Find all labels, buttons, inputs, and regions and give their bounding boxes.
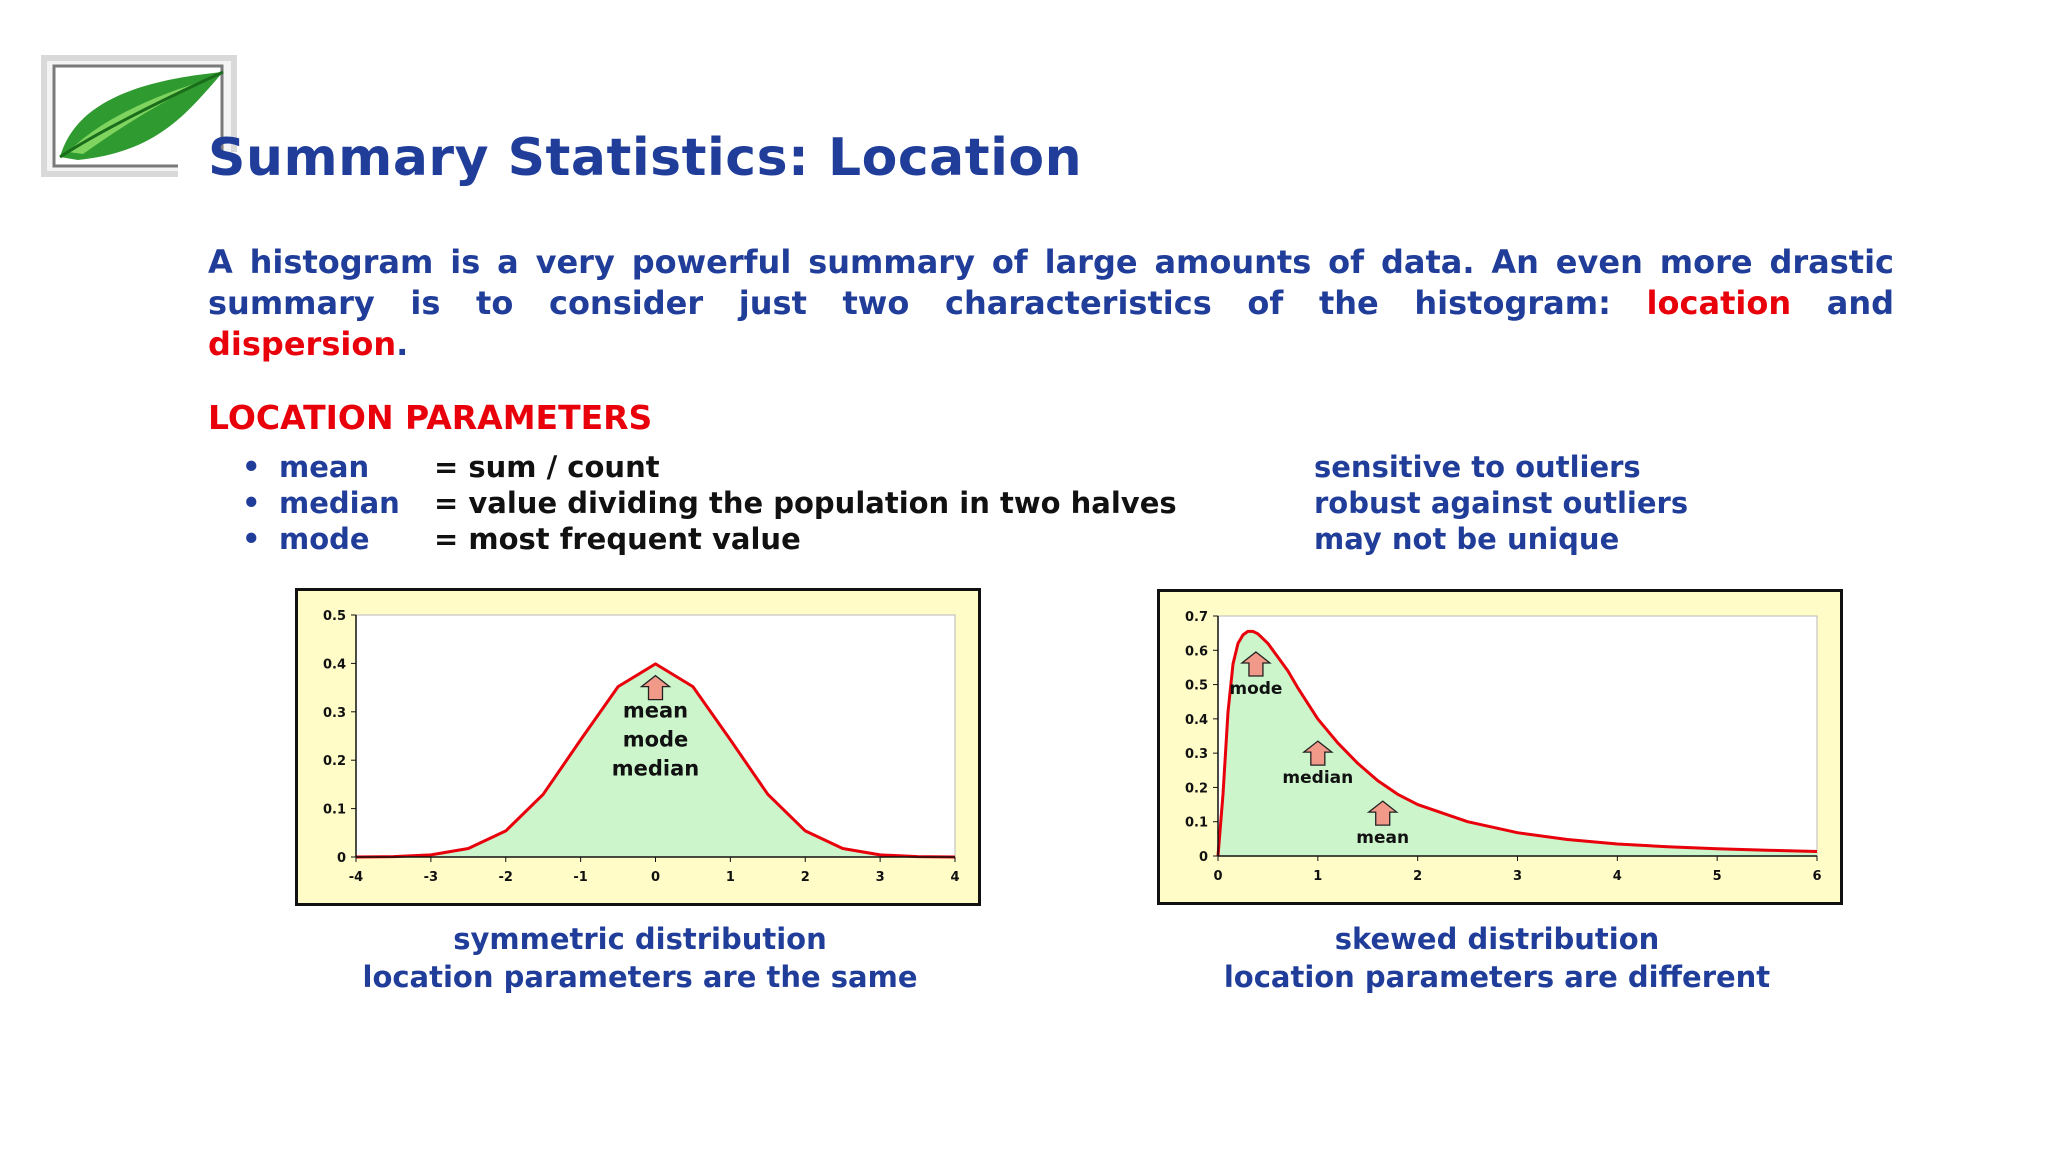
- bullet-icon: •: [242, 522, 261, 556]
- intro-paragraph: [208, 242, 1894, 365]
- x-tick-label: -3: [423, 870, 439, 885]
- y-tick-label: 0.1: [322, 802, 346, 818]
- caption-line: symmetric distribution: [453, 922, 827, 956]
- y-tick-label: 0.7: [1184, 610, 1208, 625]
- x-tick-label: 4: [950, 870, 960, 885]
- x-tick-label: 2: [1413, 869, 1423, 884]
- bullet-icon: •: [242, 450, 261, 484]
- chart-svg: [1160, 592, 1840, 902]
- marker-label: mean: [1356, 828, 1410, 849]
- skewed-caption: [1157, 920, 1837, 996]
- slide-title: Summary Statistics: Location: [208, 128, 1083, 188]
- parameter-definition: = most frequent value: [434, 522, 801, 556]
- y-tick-label: 0.2: [322, 754, 346, 770]
- parameter-list: [242, 450, 1742, 558]
- x-tick-label: 0: [1213, 869, 1223, 884]
- y-tick-label: 0.4: [1184, 712, 1208, 728]
- y-tick-label: 0.5: [322, 609, 346, 624]
- marker-label: mean: [622, 698, 689, 723]
- x-tick-label: 3: [1512, 869, 1523, 884]
- caption-line: location parameters are the same: [362, 960, 918, 994]
- bullet-icon: •: [242, 486, 261, 520]
- y-tick-label: 0.3: [1184, 747, 1208, 763]
- x-tick-label: -1: [573, 870, 588, 885]
- y-tick-label: 0.6: [1184, 644, 1208, 660]
- intro-and: and: [1826, 284, 1895, 322]
- parameter-term: mode: [279, 522, 370, 556]
- parameter-row-mode: [242, 522, 1742, 558]
- caption-line: location parameters are different: [1223, 960, 1771, 994]
- y-tick-label: 0: [336, 851, 346, 866]
- intro-text: A histogram is a very powerful summary of large amounts of data. An even more drastic summary is to consider just two characteristics of the histogram:: [208, 243, 1894, 322]
- x-tick-label: 1: [1313, 869, 1323, 884]
- x-tick-label: 1: [725, 870, 735, 885]
- x-tick-label: 0: [650, 870, 661, 885]
- parameter-row-mean: [242, 450, 1742, 486]
- parameter-row-median: [242, 486, 1742, 522]
- y-tick-label: 0: [1198, 850, 1208, 865]
- dispersion-keyword: dispersion: [208, 325, 397, 363]
- marker-label: mode: [622, 727, 689, 752]
- section-heading: LOCATION PARAMETERS: [208, 398, 653, 437]
- parameter-note: sensitive to outliers: [1314, 450, 1641, 484]
- x-tick-label: 2: [800, 870, 810, 885]
- y-tick-label: 0.3: [322, 705, 346, 721]
- marker-label: median: [611, 756, 700, 781]
- x-tick-label: 6: [1812, 869, 1822, 884]
- y-tick-label: 0.2: [1184, 781, 1208, 797]
- location-keyword: location: [1646, 284, 1792, 322]
- y-tick-label: 0.1: [1184, 815, 1208, 831]
- y-tick-label: 0.4: [322, 657, 346, 673]
- parameter-note: robust against outliers: [1314, 486, 1689, 520]
- symmetric-caption: [300, 920, 980, 996]
- parameter-definition: = sum / count: [434, 450, 660, 484]
- parameter-definition: = value dividing the population in two halves: [434, 486, 1177, 520]
- chart-svg: [298, 591, 978, 903]
- x-tick-label: 5: [1712, 869, 1722, 884]
- marker-label: mode: [1229, 679, 1283, 699]
- x-tick-label: 4: [1612, 869, 1622, 884]
- marker-label: median: [1282, 768, 1354, 789]
- parameter-term: mean: [279, 450, 370, 484]
- x-tick-label: -4: [348, 870, 364, 885]
- skewed-distribution-chart: [1157, 589, 1843, 905]
- x-tick-label: 3: [875, 870, 885, 885]
- x-tick-label: -2: [498, 870, 513, 885]
- symmetric-distribution-chart: [295, 588, 981, 906]
- intro-period: .: [396, 325, 409, 363]
- caption-line: skewed distribution: [1334, 922, 1660, 956]
- parameter-term: median: [279, 486, 400, 520]
- parameter-note: may not be unique: [1314, 522, 1620, 556]
- y-tick-label: 0.5: [1184, 678, 1208, 694]
